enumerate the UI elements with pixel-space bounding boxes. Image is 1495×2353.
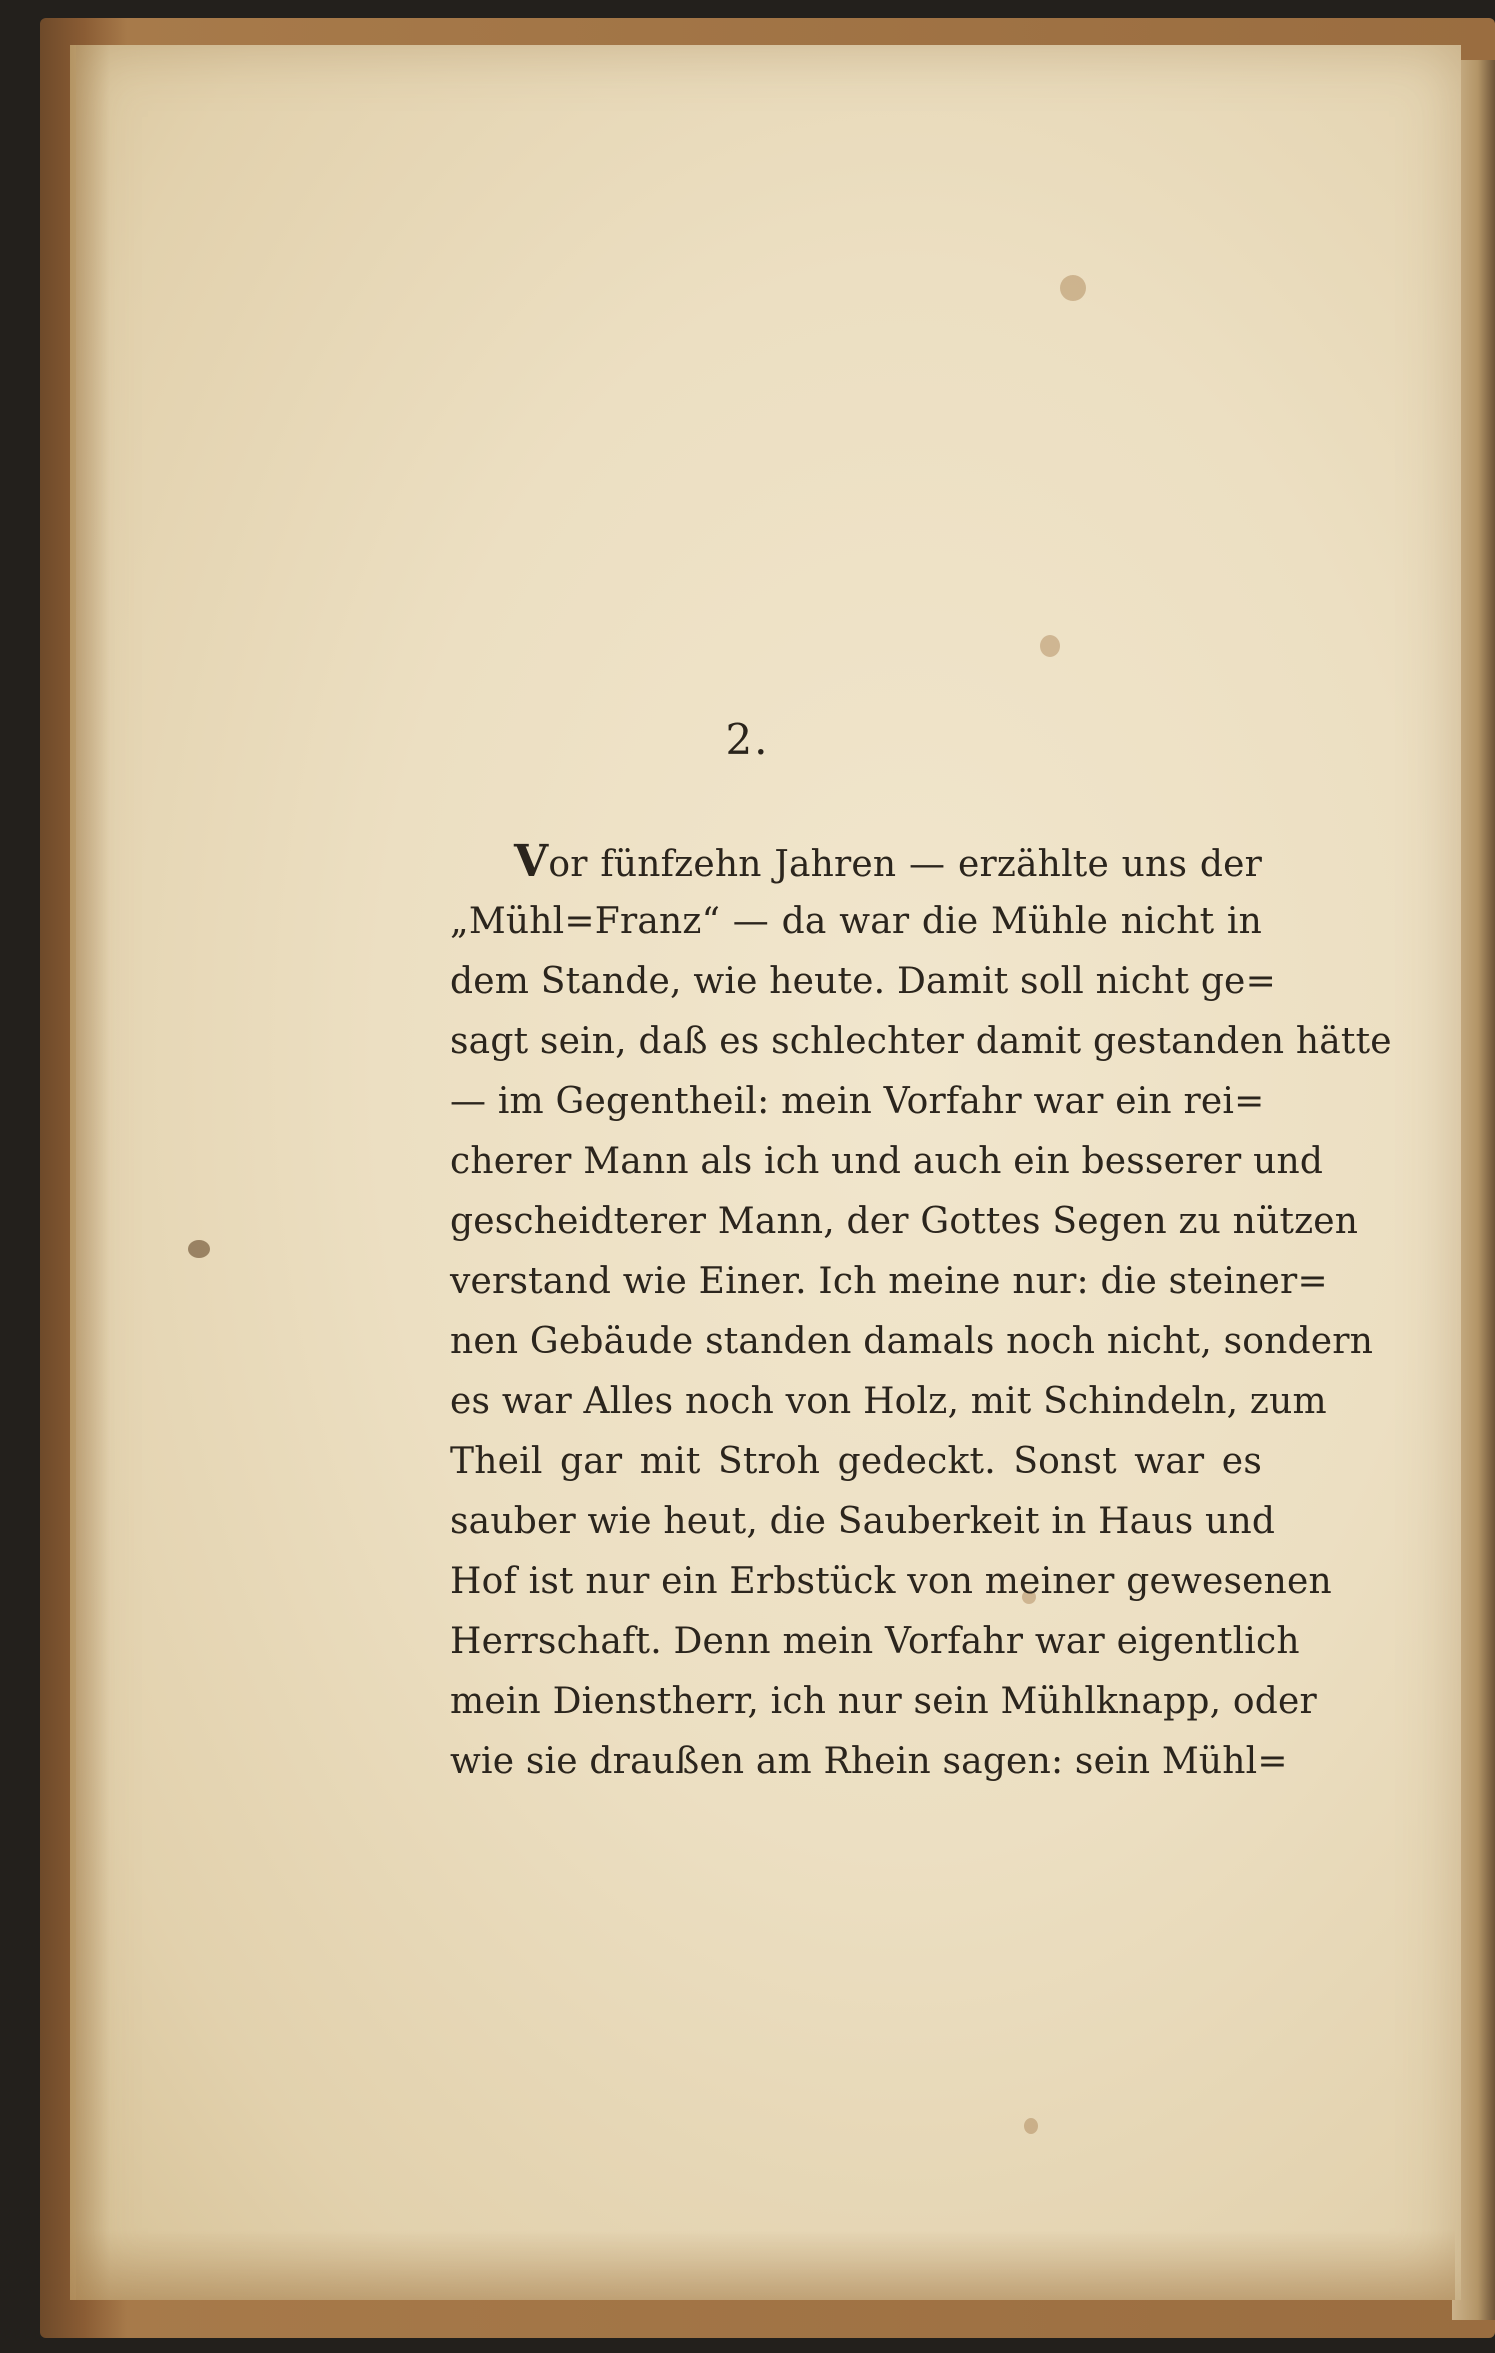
text-line: „Mühl=Franz“ — da war die Mühle nicht in	[450, 901, 1262, 942]
text-line: es war Alles noch von Holz, mit Schindeln, zum	[450, 1381, 1327, 1422]
text-line: Theil gar mit Stroh gedeckt. Sonst war es	[450, 1441, 1262, 1482]
foxing-spot	[1024, 2118, 1038, 2134]
body-text	[450, 832, 1392, 1792]
text-line: Vor fünfzehn Jahren — erzählte uns der	[514, 836, 1262, 887]
text-line: verstand wie Einer. Ich meine nur: die steiner=	[450, 1261, 1328, 1302]
page-gutter-shadow	[70, 45, 110, 2300]
text-line: wie sie draußen am Rhein sagen: sein Mühl=	[450, 1741, 1288, 1782]
text-line: sauber wie heut, die Sauberkeit in Haus und	[450, 1501, 1276, 1542]
foxing-spot	[188, 1240, 210, 1258]
page-bottom-wear	[70, 2230, 1455, 2300]
text-line: sagt sein, daß es schlechter damit gestanden hätte	[450, 1021, 1392, 1062]
text-line: nen Gebäude standen damals noch nicht, sondern	[450, 1321, 1374, 1362]
text-line: mein Dienstherr, ich nur sein Mühlknapp, oder	[450, 1681, 1317, 1722]
drop-cap: V	[514, 836, 549, 887]
text-line: cherer Mann als ich und auch ein besserer und	[450, 1141, 1324, 1182]
text-line: dem Stande, wie heute. Damit soll nicht ge=	[450, 961, 1276, 1002]
text-line: — im Gegentheil: mein Vorfahr war ein rei=	[450, 1081, 1265, 1122]
text-line: gescheidterer Mann, der Gottes Segen zu nützen	[450, 1201, 1359, 1242]
foxing-spot	[1040, 635, 1060, 657]
text-line: Herrschaft. Denn mein Vorfahr war eigentlich	[450, 1621, 1300, 1662]
text-line: Hof ist nur ein Erbstück von meiner gewesenen	[450, 1561, 1332, 1602]
chapter-number: 2.	[725, 715, 770, 764]
foxing-spot	[1060, 275, 1086, 301]
